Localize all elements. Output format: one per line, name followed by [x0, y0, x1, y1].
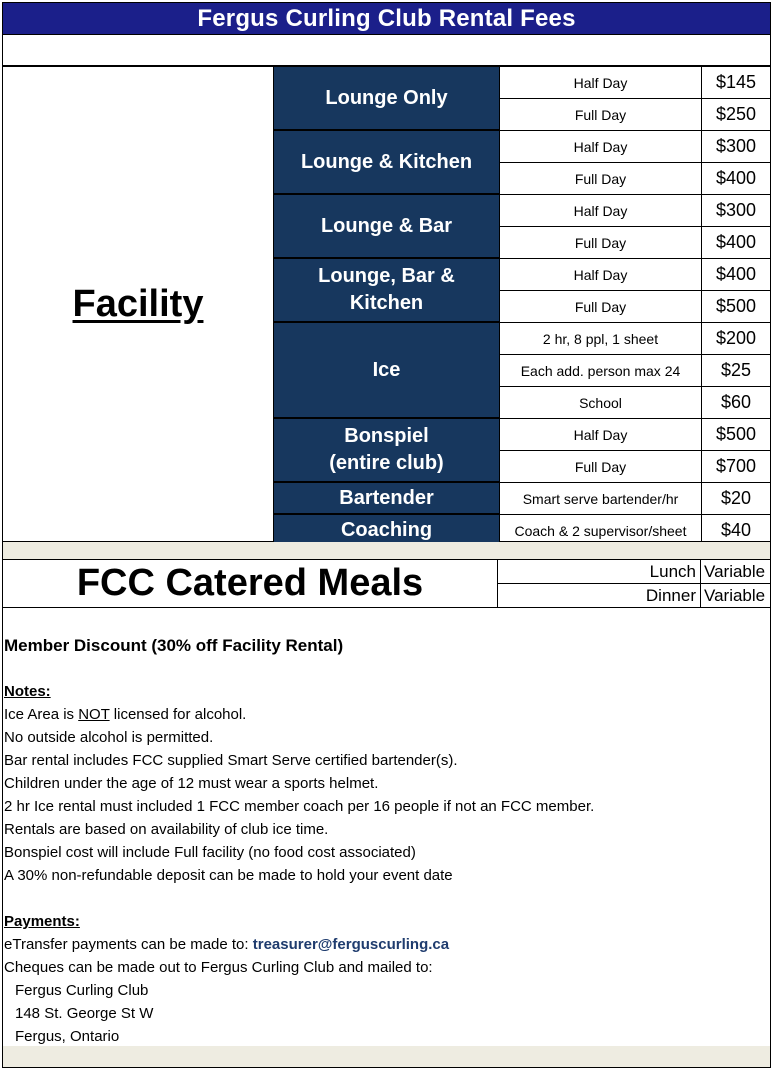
fee-category — [274, 195, 500, 259]
fee-category-label: Bartender — [339, 486, 434, 509]
gap-row — [2, 542, 771, 559]
fee-description: Half Day — [500, 419, 702, 451]
note-line-1 — [4, 706, 246, 724]
fee-description: Half Day — [500, 131, 702, 163]
fee-price: $25 — [702, 355, 770, 387]
fee-table — [2, 66, 771, 542]
fee-description: Half Day — [500, 67, 702, 99]
fee-price: $300 — [702, 131, 770, 163]
fee-price: $500 — [702, 419, 770, 451]
note-line: A 30% non-refundable deposit can be made to hold your event date — [4, 867, 453, 884]
fee-category-label: Lounge & Kitchen — [300, 150, 473, 173]
meals-box — [2, 559, 771, 608]
payments-heading: Payments: — [4, 913, 80, 930]
fee-price: $300 — [702, 195, 770, 227]
fee-category — [274, 323, 500, 419]
fee-category-label: Bonspiel (entire club) — [329, 425, 444, 474]
meal-value-lunch: Variable — [704, 562, 766, 581]
fee-description: Full Day — [500, 291, 702, 323]
fee-price: $700 — [702, 451, 770, 483]
fee-category — [274, 483, 500, 515]
meal-label-dinner: Dinner — [498, 584, 701, 607]
fee-category-label: Lounge, Bar & Kitchen — [318, 265, 455, 314]
note-line: 2 hr Ice rental must included 1 FCC member coach per 16 people if not an FCC member. — [4, 798, 595, 815]
facility-cell — [3, 67, 274, 541]
address-line: 148 St. George St W — [15, 1005, 154, 1022]
meal-value-dinner: Variable — [704, 586, 766, 605]
treasurer-email-link[interactable]: treasurer@ferguscurling.ca — [252, 936, 450, 953]
fee-price: $400 — [702, 163, 770, 195]
fee-price: $500 — [702, 291, 770, 323]
etransfer-label: eTransfer payments can be made to: — [4, 936, 253, 953]
note-line: Children under the age of 12 must wear a sports helmet. — [4, 775, 379, 792]
fee-category-label: Coaching — [340, 518, 433, 541]
fee-description: Full Day — [500, 99, 702, 131]
fee-description: Coach & 2 supervisor/sheet — [500, 515, 702, 547]
fee-description: Full Day — [500, 163, 702, 195]
fee-category — [274, 419, 500, 483]
fee-price: $60 — [702, 387, 770, 419]
fee-price: $20 — [702, 483, 770, 515]
notes-heading: Notes: — [4, 683, 51, 700]
fee-description: Full Day — [500, 451, 702, 483]
fee-price: $400 — [702, 259, 770, 291]
spacer-row — [2, 35, 771, 66]
facility-label: Facility — [72, 282, 204, 325]
fee-price: $200 — [702, 323, 770, 355]
cheque-line: Cheques can be made out to Fergus Curling Club and mailed to: — [4, 959, 433, 976]
page-title: Fergus Curling Club Rental Fees — [197, 4, 576, 32]
note-line-1-emphasis: NOT — [78, 706, 110, 723]
address-line: Fergus Curling Club — [15, 982, 149, 999]
fee-description: Each add. person max 24 — [500, 355, 702, 387]
bottom-band — [2, 1046, 771, 1068]
fee-category-label: Lounge Only — [325, 86, 448, 109]
fee-category — [274, 259, 500, 323]
etransfer-line — [4, 936, 449, 954]
meals-title: FCC Catered Meals — [3, 560, 498, 607]
fee-price: $250 — [702, 99, 770, 131]
fee-price: $40 — [702, 515, 770, 547]
note-line: No outside alcohol is permitted. — [4, 729, 214, 746]
fee-category-label: Ice — [372, 358, 401, 381]
fee-description: Full Day — [500, 227, 702, 259]
meal-label-lunch: Lunch — [498, 560, 701, 583]
note-line: Bar rental includes FCC supplied Smart Serve certified bartender(s). — [4, 752, 458, 769]
title-bar — [2, 2, 771, 35]
fee-description: 2 hr, 8 ppl, 1 sheet — [500, 323, 702, 355]
fee-category-label: Lounge & Bar — [320, 214, 453, 237]
fee-description: Half Day — [500, 195, 702, 227]
note-line: Rentals are based on availability of club ice time. — [4, 821, 329, 838]
fee-price: $400 — [702, 227, 770, 259]
note-line: Bonspiel cost will include Full facility (no food cost associated) — [4, 844, 416, 861]
note-line-1-post: licensed for alcohol. — [109, 706, 247, 723]
fee-description: School — [500, 387, 702, 419]
note-line-1-pre: Ice Area is — [4, 706, 79, 723]
fee-description: Half Day — [500, 259, 702, 291]
fee-category — [274, 67, 500, 131]
fee-price: $145 — [702, 67, 770, 99]
fee-description: Smart serve bartender/hr — [500, 483, 702, 515]
address-line: Fergus, Ontario — [15, 1028, 120, 1045]
fee-category — [274, 131, 500, 195]
member-discount: Member Discount (30% off Facility Rental) — [4, 636, 344, 655]
